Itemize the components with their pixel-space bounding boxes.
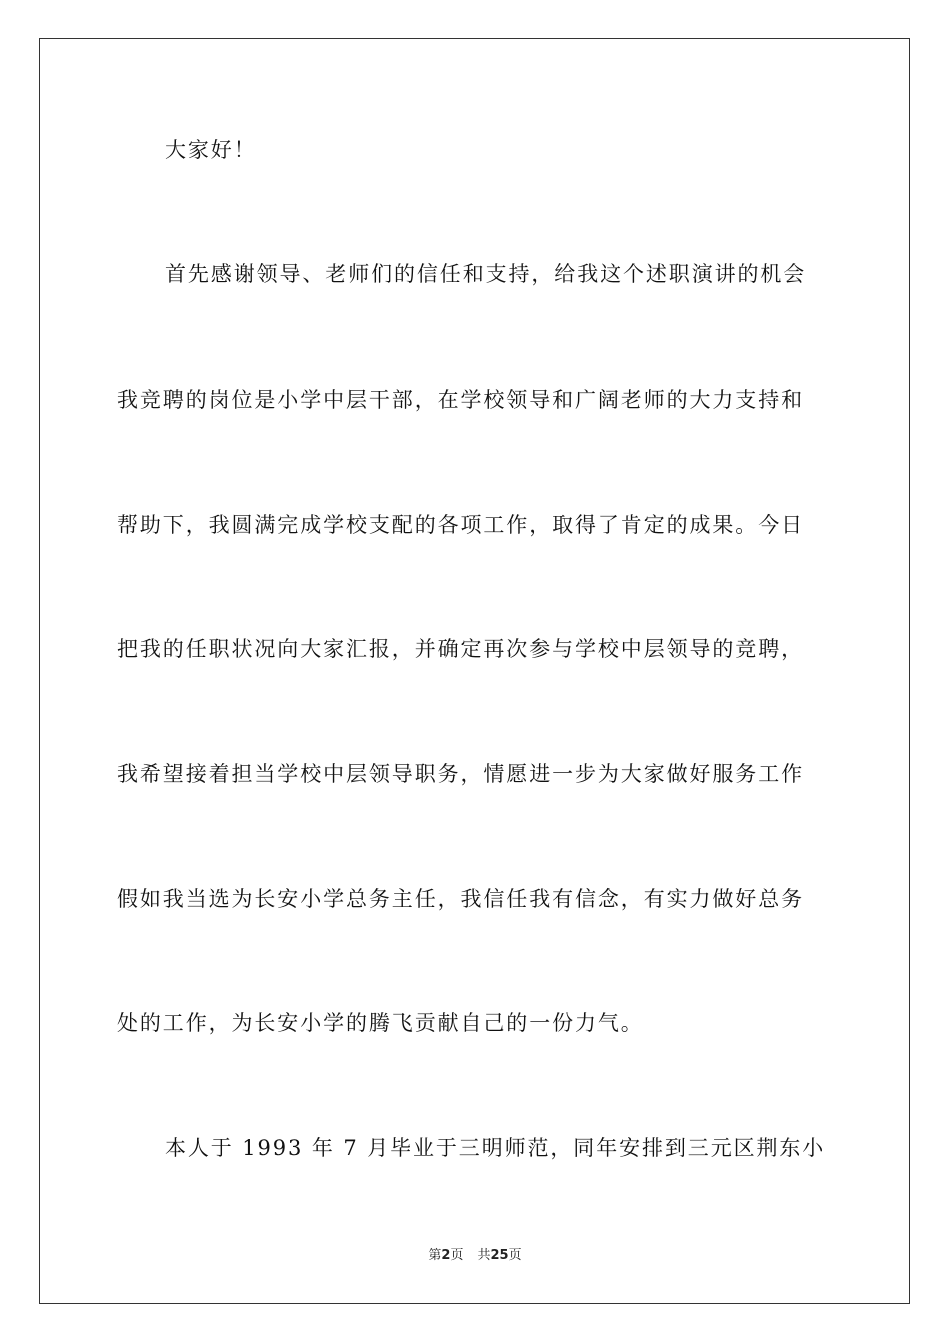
greeting-line: 大家好！ xyxy=(165,138,257,162)
paragraph-line: 处的工作，为长安小学的腾飞贡献自己的一份力气。 xyxy=(117,1011,644,1035)
page-prefix: 第 xyxy=(428,1248,442,1263)
paragraph-line: 帮助下，我圆满完成学校支配的各项工作，取得了肯定的成果。今日 xyxy=(117,513,804,537)
paragraph-line: 首先感谢领导、老师们的信任和支持，给我这个述职演讲的机会 xyxy=(165,262,807,286)
current-page-number: 2 xyxy=(441,1248,451,1263)
total-pages-number: 25 xyxy=(490,1248,509,1263)
total-suffix: 页 xyxy=(508,1248,522,1263)
paragraph-line: 假如我当选为长安小学总务主任，我信任我有信念，有实力做好总务 xyxy=(117,887,804,911)
paragraph-line: 我希望接着担当学校中层领导职务，情愿进一步为大家做好服务工作 xyxy=(117,762,804,786)
page-suffix: 页 xyxy=(450,1248,464,1263)
paragraph-line: 本人于 1993 年 7 月毕业于三明师范，同年安排到三元区荆东小 xyxy=(165,1136,826,1160)
page-footer xyxy=(0,1247,950,1265)
total-prefix: 共 xyxy=(477,1248,491,1263)
page-border xyxy=(39,38,910,1304)
paragraph-line: 我竞聘的岗位是小学中层干部，在学校领导和广阔老师的大力支持和 xyxy=(117,388,804,412)
paragraph-line: 把我的任职状况向大家汇报，并确定再次参与学校中层领导的竞聘， xyxy=(117,637,804,661)
